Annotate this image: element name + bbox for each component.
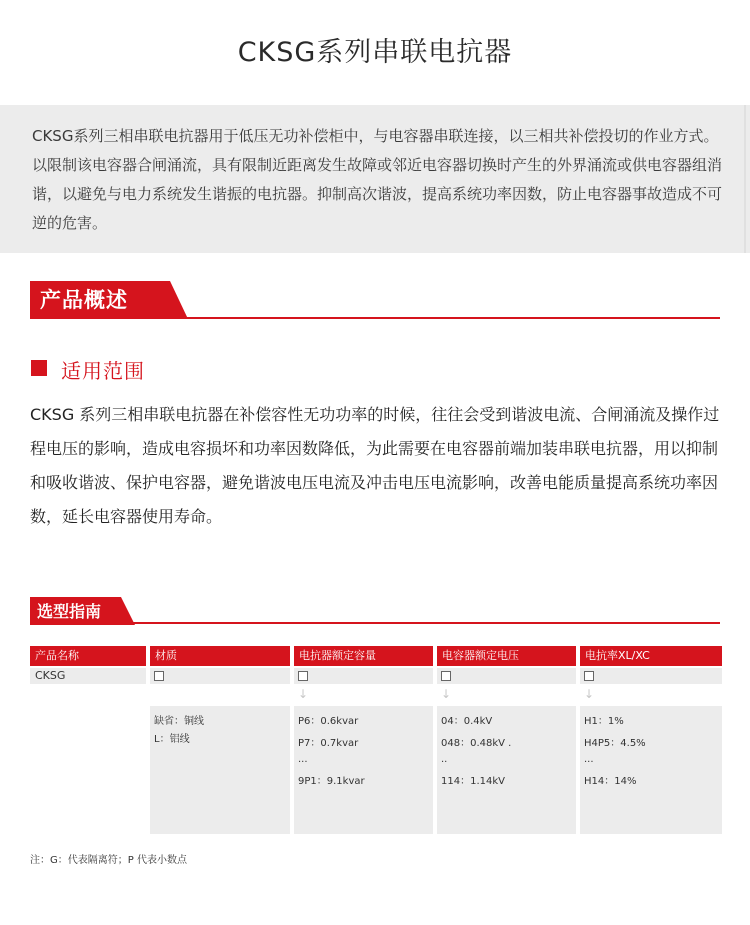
ratio-options	[580, 706, 722, 834]
down-arrow-icon: ↓	[584, 687, 595, 701]
intro-edge	[744, 105, 746, 253]
ratio-checkbox[interactable]	[584, 671, 594, 681]
voltage-option: 04：0.4kV	[441, 716, 493, 727]
header-capacity: 电抗器额定容量	[294, 646, 433, 666]
ratio-option: H4P5：4.5%	[584, 738, 646, 749]
header-material: 材质	[150, 646, 290, 666]
voltage-option: ..	[441, 754, 448, 765]
capacity-option: ...	[298, 754, 308, 765]
ratio-slot	[580, 668, 722, 684]
voltage-option: 114：1.14kV	[441, 776, 505, 787]
ratio-option: ...	[584, 754, 594, 765]
section-title-guide: 选型指南	[37, 602, 102, 621]
material-option: 缺省：铜线	[154, 716, 204, 727]
scope-paragraph: CKSG 系列三相串联电抗器在补偿容性无功功率的时候，往往会受到谐波电流、合闸涌流及操作过程电压的影响，造成电容损坏和功率因数降低，为此需要在电容器前端加装串联电抗器，用以抑制和吸收谐波、保护电容器，避免谐波电压电流及冲击电压电流影响，改善电能质量提高系统功率因数，延长电容器使用寿命。	[30, 405, 720, 526]
intro-paragraph: CKSG系列三相串联电抗器用于低压无功补偿柜中，与电容器串联连接，以三相共补偿投切的作业方式。以限制该电容器合闸涌流，具有限制近距离发生故障或邻近电容器切换时产生的外界涌流或供电容器组消谐，以避免与电力系统发生谐振的电抗器。抑制高次谐波，提高系统功率因数，防止电容器事故造成不可逆的危害。	[32, 127, 723, 232]
capacity-option: P6：0.6kvar	[298, 716, 359, 727]
capacity-checkbox[interactable]	[298, 671, 308, 681]
ratio-option: H14：14%	[584, 776, 637, 787]
voltage-option: 048：0.48kV .	[441, 738, 512, 749]
bullet-square-icon	[31, 360, 47, 376]
header-voltage: 电容器额定电压	[437, 646, 576, 666]
capacity-slot	[294, 668, 433, 684]
scope-title: 适用范围	[61, 359, 145, 383]
voltage-slot	[437, 668, 576, 684]
section-divider-overview	[30, 317, 720, 319]
material-checkbox[interactable]	[154, 671, 164, 681]
voltage-options	[437, 706, 576, 834]
capacity-option: 9P1：9.1kvar	[298, 776, 365, 787]
page-title: CKSG系列串联电抗器	[237, 37, 513, 68]
material-slot	[150, 668, 290, 684]
down-arrow-icon: ↓	[298, 687, 309, 701]
material-option: L：铝线	[154, 734, 190, 745]
down-arrow-icon: ↓	[441, 687, 452, 701]
voltage-checkbox[interactable]	[441, 671, 451, 681]
header-product-name: 产品名称	[30, 646, 146, 666]
section-title-overview: 产品概述	[40, 288, 128, 312]
ratio-option: H1：1%	[584, 716, 624, 727]
material-options	[150, 706, 290, 834]
capacity-option: P7：0.7kvar	[298, 738, 359, 749]
section-divider-guide	[30, 622, 720, 624]
capacity-options	[294, 706, 433, 834]
footnote: 注：G：代表隔离符；P 代表小数点	[30, 855, 187, 866]
header-ratio: 电抗率XL/XC	[580, 646, 722, 666]
product-code: CKSG	[30, 668, 146, 684]
